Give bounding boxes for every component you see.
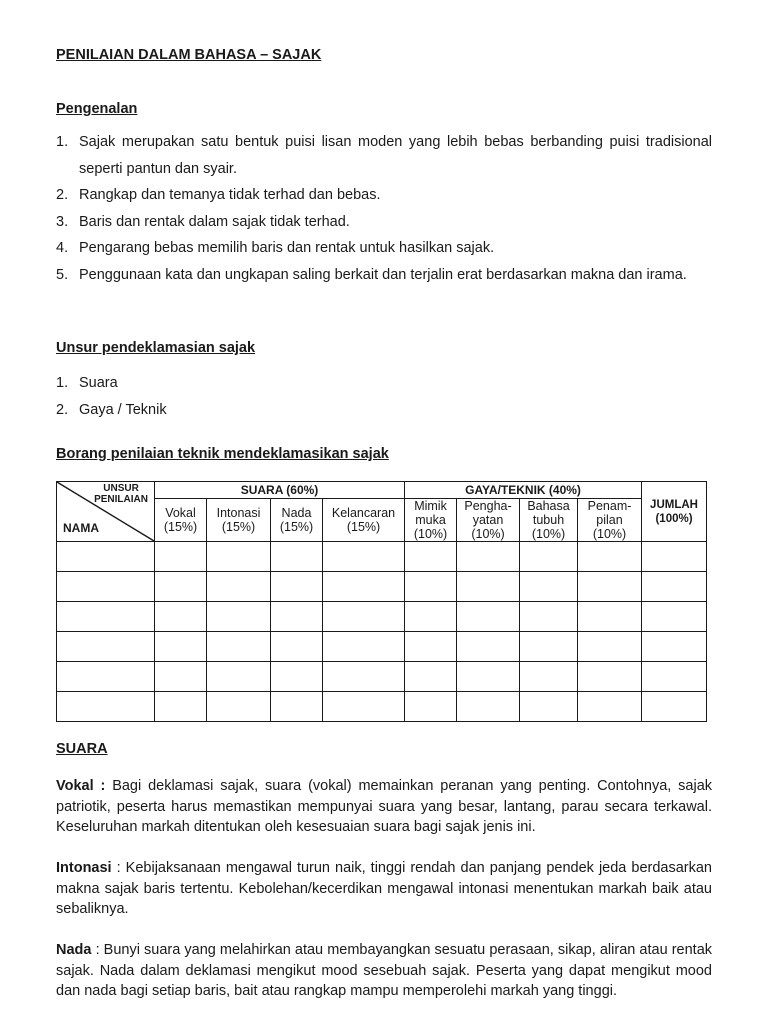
score-cell <box>323 662 405 692</box>
score-cell <box>405 542 457 572</box>
score-cell <box>520 662 578 692</box>
gaya-group-header: GAYA/TEKNIK (40%) <box>405 482 642 499</box>
list-number: 2. <box>56 187 69 203</box>
score-cell <box>520 692 578 722</box>
score-cell <box>457 602 520 632</box>
list-text: Rangkap dan temanya tidak terhad dan bebas. <box>79 187 381 203</box>
score-cell <box>457 632 520 662</box>
list-number: 1. <box>56 134 69 150</box>
corner-top-line: PENILAIAN <box>94 494 148 505</box>
suara-section-heading: SUARA <box>56 741 108 757</box>
score-cell <box>642 692 707 722</box>
list-text: Pengarang bebas memilih baris dan rentak untuk hasilkan sajak. <box>79 240 495 256</box>
jumlah-line: (100%) <box>655 512 693 525</box>
score-cell <box>642 602 707 632</box>
intonasi-paragraph <box>56 858 712 920</box>
table-row <box>57 542 707 572</box>
col-header-mimik-muka: Mimik muka (10%) <box>405 499 457 542</box>
col-header-nada: Nada (15%) <box>271 499 323 542</box>
col-header-penampilan: Penam- pilan (10%) <box>578 499 642 542</box>
list-item <box>56 209 712 236</box>
score-cell <box>642 632 707 662</box>
nada-term: Nada <box>56 942 92 958</box>
score-cell <box>155 542 207 572</box>
score-cell <box>155 692 207 722</box>
score-cell <box>207 632 271 662</box>
borang-heading: Borang penilaian teknik mendeklamasikan sajak <box>56 446 389 462</box>
vokal-term: Vokal : <box>56 778 106 794</box>
name-cell <box>57 602 155 632</box>
document-title: PENILAIAN DALAM BAHASA – SAJAK <box>56 47 322 63</box>
list-number: 4. <box>56 240 69 256</box>
list-number: 2. <box>56 401 69 418</box>
jumlah-line: JUMLAH <box>650 498 698 511</box>
score-cell <box>207 572 271 602</box>
col-header-kelancaran: Kelancaran (15%) <box>323 499 405 542</box>
name-cell <box>57 662 155 692</box>
pengenalan-heading: Pengenalan <box>56 101 138 117</box>
score-cell <box>323 632 405 662</box>
score-cell <box>457 542 520 572</box>
score-cell <box>271 632 323 662</box>
list-text: Sajak merupakan satu bentuk puisi lisan moden yang lebih bebas berbanding puisi tradisional seperti pantun dan syair. <box>79 134 712 177</box>
jumlah-header <box>642 482 707 542</box>
corner-top-label <box>94 483 148 505</box>
list-item <box>56 182 712 209</box>
score-cell <box>207 692 271 722</box>
score-cell <box>323 572 405 602</box>
list-item <box>56 235 712 262</box>
score-cell <box>578 572 642 602</box>
score-cell <box>457 692 520 722</box>
score-cell <box>155 572 207 602</box>
score-cell <box>271 572 323 602</box>
score-cell <box>520 572 578 602</box>
score-cell <box>207 662 271 692</box>
col-header-vokal: Vokal (15%) <box>155 499 207 542</box>
corner-bottom-label: NAMA <box>63 521 99 535</box>
score-cell <box>457 572 520 602</box>
pengenalan-list <box>56 129 712 288</box>
score-cell <box>405 572 457 602</box>
assessment-table <box>56 481 707 722</box>
unsur-heading: Unsur pendeklamasian sajak <box>56 340 256 356</box>
name-cell <box>57 632 155 662</box>
score-cell <box>405 662 457 692</box>
score-cell <box>578 542 642 572</box>
list-text: Penggunaan kata dan ungkapan saling berkait dan terjalin erat berdasarkan makna dan irama. <box>79 266 687 283</box>
col-header-intonasi: Intonasi (15%) <box>207 499 271 542</box>
intonasi-term: Intonasi <box>56 860 112 876</box>
vokal-paragraph <box>56 776 712 838</box>
col-header-bahasa-tubuh: Bahasa tubuh (10%) <box>520 499 578 542</box>
list-item <box>56 397 712 424</box>
score-cell <box>271 692 323 722</box>
score-cell <box>405 692 457 722</box>
nada-paragraph <box>56 940 712 1002</box>
vokal-description: Bagi deklamasi sajak, suara (vokal) memainkan peranan yang penting. Contohnya, sajak patriotik, peserta harus memastikan mempunyai suara yang besar, lantang, parau secara terkawal. Keseluruhan markah ditentukan oleh kesesuaian suara bagi sajak jenis ini. <box>56 778 713 835</box>
list-item <box>56 129 712 182</box>
score-cell <box>155 662 207 692</box>
suara-group-header: SUARA (60%) <box>155 482 405 499</box>
score-cell <box>457 662 520 692</box>
unsur-list <box>56 370 712 423</box>
list-text: Suara <box>79 375 118 391</box>
col-header-penghayatan: Pengha- yatan (10%) <box>457 499 520 542</box>
score-cell <box>155 602 207 632</box>
list-item <box>56 370 712 397</box>
score-cell <box>323 692 405 722</box>
score-cell <box>642 662 707 692</box>
table-row <box>57 632 707 662</box>
score-cell <box>520 632 578 662</box>
name-cell <box>57 572 155 602</box>
score-cell <box>323 542 405 572</box>
list-item <box>56 262 712 289</box>
score-cell <box>271 662 323 692</box>
score-cell <box>323 602 405 632</box>
table-row <box>57 602 707 632</box>
score-cell <box>271 542 323 572</box>
name-cell <box>57 542 155 572</box>
table-row <box>57 572 707 602</box>
score-cell <box>207 542 271 572</box>
list-number: 5. <box>56 266 69 283</box>
list-text: Gaya / Teknik <box>79 401 167 418</box>
table-row <box>57 692 707 722</box>
score-cell <box>271 602 323 632</box>
score-cell <box>578 662 642 692</box>
list-number: 3. <box>56 213 69 230</box>
nada-description: : Bunyi suara yang melahirkan atau membayangkan sesuatu perasaan, sikap, aliran atau rentak sajak. Nada dalam deklamasi mengikut mood sesebuah sajak. Peserta yang dapat mengikut mood dan nada bagi setiap baris, bait atau rangkap mampu memperolehi markah yang tinggi. <box>56 942 713 999</box>
score-cell <box>642 572 707 602</box>
score-cell <box>642 542 707 572</box>
score-cell <box>520 602 578 632</box>
score-cell <box>405 632 457 662</box>
score-cell <box>520 542 578 572</box>
score-cell <box>155 632 207 662</box>
score-cell <box>405 602 457 632</box>
name-cell <box>57 692 155 722</box>
table-row <box>57 662 707 692</box>
assessment-table-body <box>57 542 707 722</box>
score-cell <box>578 632 642 662</box>
list-text: Baris dan rentak dalam sajak tidak terhad. <box>79 213 350 230</box>
corner-header-cell <box>57 482 155 542</box>
corner-top-line: UNSUR <box>103 483 139 494</box>
intonasi-description: : Kebijaksanaan mengawal turun naik, tinggi rendah dan panjang pendek jeda berdasarkan makna sajak baris tertentu. Kebolehan/kecerdikan mengawal intonasi menentukan markah baik atau sebaliknya. <box>56 860 712 917</box>
score-cell <box>207 602 271 632</box>
list-number: 1. <box>56 375 69 391</box>
score-cell <box>578 602 642 632</box>
score-cell <box>578 692 642 722</box>
